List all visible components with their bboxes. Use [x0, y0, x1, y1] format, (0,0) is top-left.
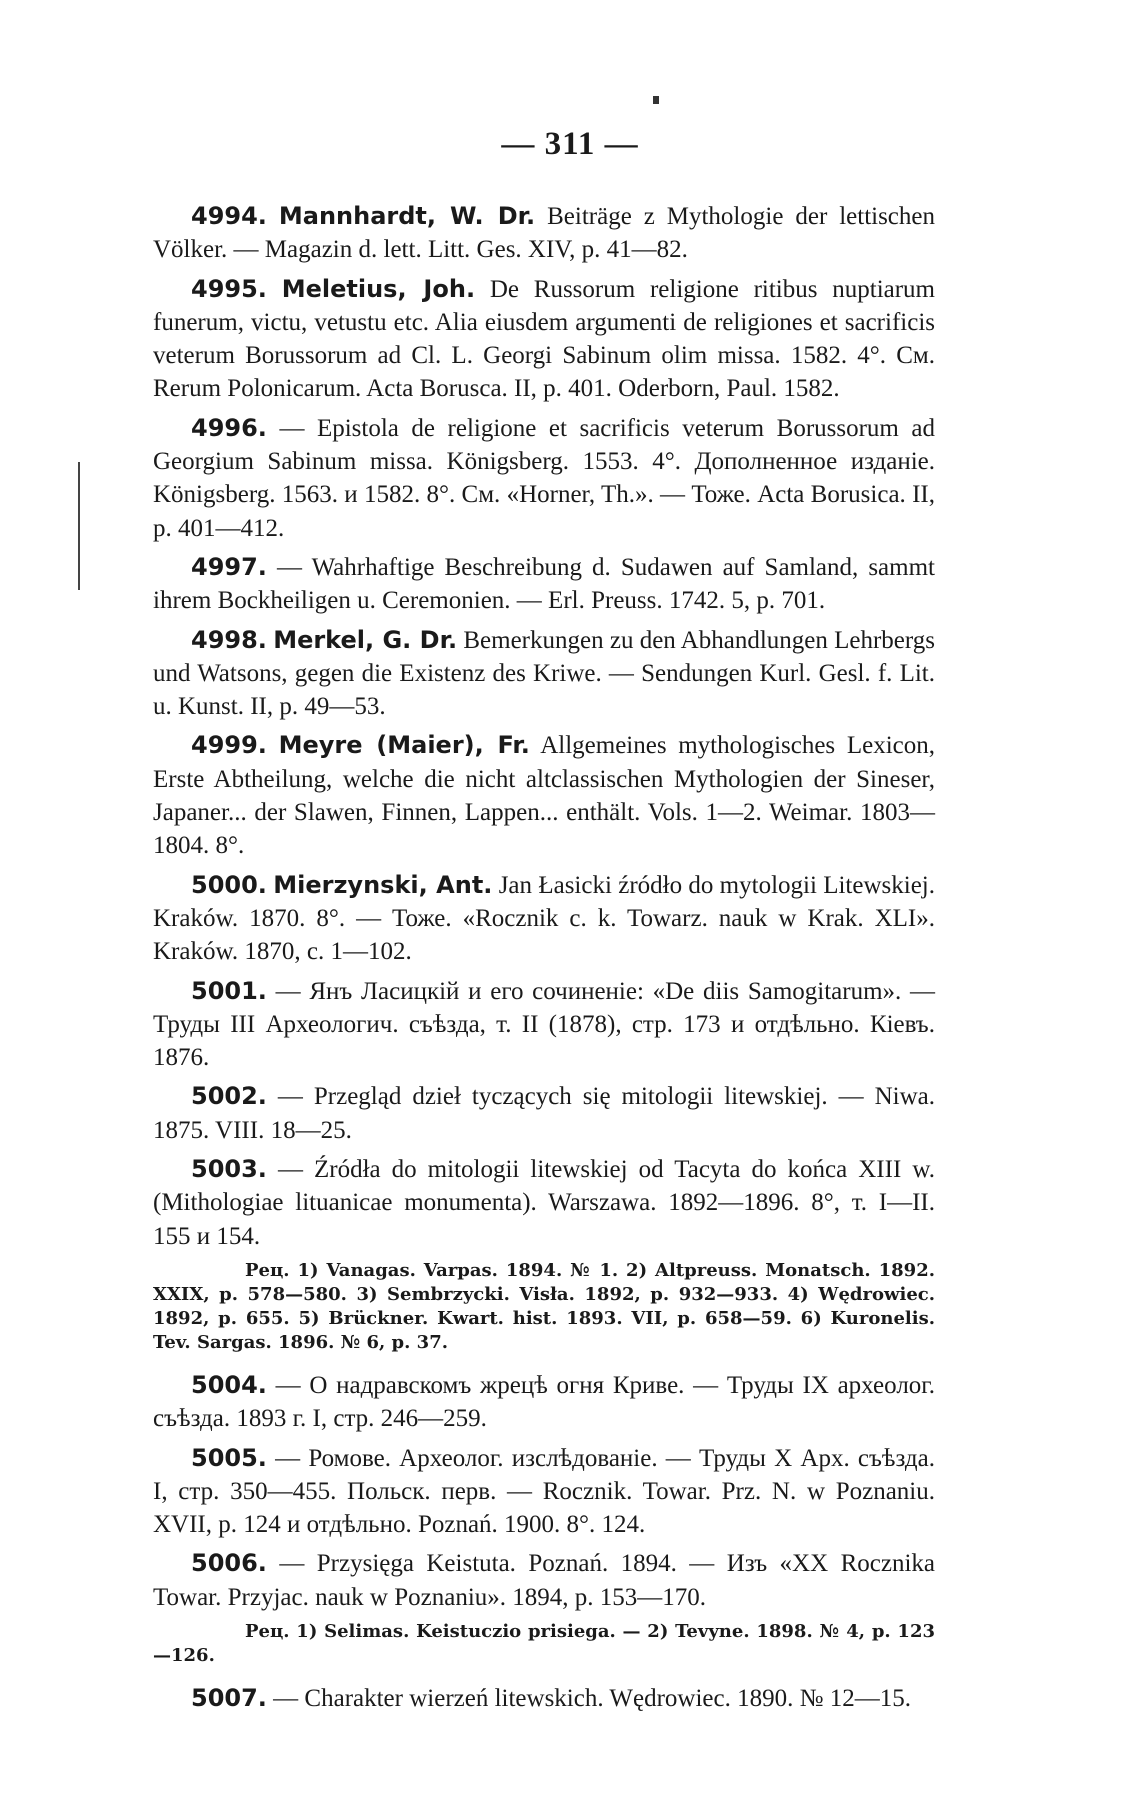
- entry-text: — Przysięga Keistuta. Poznań. 1894. — Изъ «XX Rocznika Towar. Przyjac. nauk w Poznaniu». 1894, p. 153—170.: [153, 1550, 935, 1611]
- page-number: — 311 —: [501, 126, 639, 162]
- entry-number: 5002.: [191, 1082, 267, 1111]
- entry-text: — Ромове. Археолог. изслѣдованіе. — Труды X Арх. съѣзда. I, стр. 350—455. Польск. перв. — Rocznik. Towar. Prz. N. w Poznaniu. XVII, p. 124 и отдѣльно. Poznań. 1900. 8°. 124.: [153, 1444, 935, 1539]
- review-note: Рец. 1) Vanagas. Varpas. 1894. № 1. 2) Altpreuss. Monatsch. 1892. XXIX, p. 578—580. 3) Sembrzycki. Visła. 1892, p. 932—933. 4) Wędrowiec. 1892, p. 655. 5) Brückner. Kwart. hist. 1893. VII, p. 658—59. 6) Kuronelis. Tev. Sargas. 1896. № 6, p. 37.: [153, 1259, 935, 1353]
- entry-4998: [153, 624, 935, 724]
- entry-4995: [153, 273, 935, 406]
- entry-4997: [153, 551, 935, 618]
- entry-number: 4995.: [191, 274, 267, 303]
- entry-text: — Wahrhaftige Beschreibung d. Sudawen auf Samland, sammt ihrem Bockheiligen u. Ceremonien. — Erl. Preuss. 1742. 5, p. 701.: [153, 553, 935, 615]
- entry-number: 5006.: [191, 1549, 267, 1578]
- entry-text: De Russorum religione ritibus nuptiarum funerum, victu, vetustu etc. Alia eiusdem argumenti de religiones et sacrificis veterum Borussorum ad Cl. L. Georgi Sabinum olim missa. 1582. 4°. См. Rerum Polonicarum. Acta Borusca. II, p. 401. Oderborn, Paul. 1582.: [153, 275, 936, 403]
- entry-number: 4997.: [191, 552, 267, 581]
- entry-5002: [153, 1080, 935, 1147]
- entry-number: 5005.: [191, 1443, 267, 1472]
- entry-number: 5003.: [191, 1155, 267, 1184]
- entry-5001: [153, 975, 935, 1075]
- entry-text: — Źródła do mitologii litewskiej od Tacyta do końca XIII w. (Mithologiae lituanicae monumenta). Warszawa. 1892—1896. 8°, т. I—II. 155 и 154.: [153, 1156, 935, 1250]
- entry-number: 4999.: [191, 731, 267, 760]
- entry-text: Allgemeines mythologisches Lexicon, Erste Abtheilung, welche die nicht altclassischen Mythologien der Sineser, Japaner... der Slawen, Finnen, Lappen... enthält. Vols. 1—2. Weimar. 1803—1804. 8°.: [153, 732, 935, 860]
- entry-text: — Epistola de religione et sacrificis veterum Borussorum ad Georgium Sabinum missa. Königsberg. 1553. 4°. Дополненное изданіе. Königsberg. 1563. и 1582. 8°. См. «Horner, Th.». — Тоже. Acta Borusica. II, p. 401—412.: [153, 414, 935, 542]
- entry-5000: [153, 869, 935, 969]
- entry-4994: [153, 200, 935, 267]
- entry-5003: [153, 1153, 935, 1253]
- review-note: Рец. 1) Selimas. Keistuczio prisiega. — 2) Tevyne. 1898. № 4, p. 123—126.: [153, 1620, 935, 1666]
- entry-4999: [153, 729, 935, 862]
- entry-text: — Przegląd dzieł tyczących się mitologii litewskiej. — Niwa. 1875. VIII. 18—25.: [153, 1083, 935, 1144]
- entry-text: Bemerkungen zu den Abhandlungen Lehrbergs und Watsons, gegen die Existenz des Kriwe. — Sendungen Kurl. Gesl. f. Lit. u. Kunst. II, p. 49—53.: [153, 626, 935, 721]
- entry-5004: [153, 1369, 935, 1436]
- entry-author: Merkel, G. Dr.: [273, 625, 458, 654]
- entry-text: — О надравскомъ жрецѣ огня Криве. — Труды IX археолог. съѣзда. 1893 г. I, стр. 246—259.: [153, 1371, 935, 1433]
- entry-number: 4998.: [191, 625, 267, 654]
- entry-text: — Charakter wierzeń litewskich. Wędrowiec. 1890. № 12—15.: [266, 1684, 911, 1712]
- entry-number: 5000.: [191, 870, 267, 899]
- entry-number: 5004.: [191, 1370, 267, 1399]
- entry-text: Jan Łasicki źródło do mytologii Litewskiej. Kraków. 1870. 8°. — Тоже. «Rocznik c. k. Towarz. nauk w Krak. XLI». Kraków. 1870, c. 1—102.: [153, 871, 935, 966]
- entry-number: 5001.: [191, 976, 267, 1005]
- entry-number: 4994.: [191, 202, 267, 230]
- entry-author: Mannhardt, W. Dr.: [278, 202, 536, 230]
- entry-number: 5007.: [191, 1683, 267, 1712]
- entry-author: Meletius, Joh.: [281, 274, 476, 303]
- entry-5005: [153, 1442, 935, 1542]
- scan-speck: [653, 96, 659, 104]
- entry-author: Meyre (Maier), Fr.: [278, 731, 530, 760]
- entry-author: Mierzynski, Ant.: [273, 870, 493, 899]
- entry-4996: [153, 412, 935, 545]
- entry-text: Beiträge z Mythologie der lettischen Völker. — Magazin d. lett. Litt. Ges. XIV, p. 41—82.: [153, 203, 936, 264]
- entry-5007: [153, 1682, 935, 1715]
- margin-line: [78, 462, 80, 590]
- entry-text: — Янъ Ласицкій и его сочиненіе: «De diis Samogitarum». — Труды III Археологич. съѣзда, т. II (1878), стр. 173 и отдѣльно. Кіевъ. 1876.: [153, 977, 935, 1072]
- entry-number: 4996.: [191, 413, 267, 442]
- entry-5006: [153, 1547, 935, 1614]
- page-content: [153, 200, 935, 1721]
